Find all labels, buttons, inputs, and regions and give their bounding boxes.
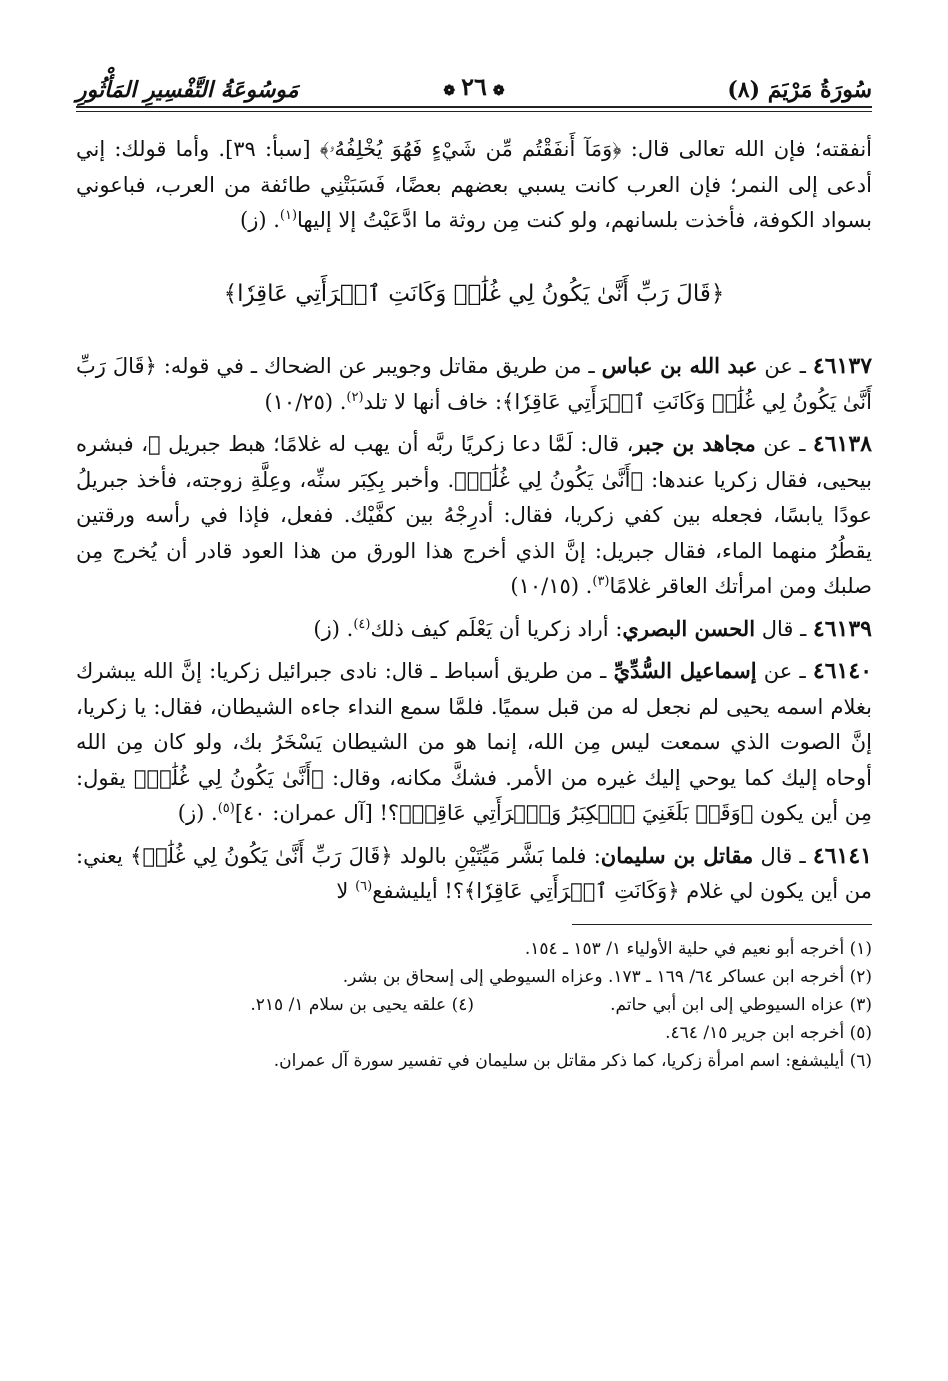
entry-number: ٤٦١٣٧: [812, 353, 873, 379]
narrator-name: مجاهد بن جبر: [633, 431, 756, 456]
hadith-entry: ٤٦١٣٨ ـ عن مجاهد بن جبر، قال: لَمَّا دعا زكريًا ربَّه أن يهب له غلامًا؛ هبط جبريل ﷺ، فبشره بيحيى، فقال زكريا عندها: ﴿أَنَّىٰ يَكُونُ لِي غُلَٰمٞ﴾. وأخبر بِكِبَر سنِّه، وعِلَّةِ زوجته، فأخذ جبريلُ عودًا يابسًا، فجعله بين كفي زكريا، فقال: أدرِجْهُ بين كفَّيْك. ففعل، فإذا في رأسه ورقتين يقطُرُ منهما الماء، فقال جبريل: إنَّ الذي أخرج هذا الورق من هذا العود قادر أن يُخرج مِن صلبك ومن امرأتك العاقر غلامًا$^{(٣)}$. (١٠/١٥): [76, 431, 872, 598]
narrator-name: إسماعيل السُّدِّيِّ: [613, 658, 757, 683]
footnote: (٣) عزاه السيوطي إلى ابن أبي حاتم.: [610, 994, 872, 1015]
footnote: (٦) أيليشفع: اسم امرأة زكريا، كما ذكر مقاتل بن سليمان في تفسير سورة آل عمران.: [273, 1050, 872, 1071]
footnote-ref: (٣): [592, 574, 610, 589]
main-text: [76, 132, 872, 910]
page-header: [76, 70, 872, 110]
footnotes: [76, 935, 872, 1075]
footnote-ref: (٦): [355, 879, 373, 894]
surah-name: سُورَةُ مَرْيَمَ: [767, 77, 872, 103]
footnote: (١) أخرجه أبو نعيم في حلية الأولياء ١/ ١٥٣ ـ ١٥٤.: [524, 938, 872, 959]
ornament-icon: ❁: [492, 83, 505, 99]
hadith-entry: ٤٦١٣٩ ـ قال الحسن البصري: أراد زكريا أن يَعْلَم كيف ذلك$^{(٤)}$. (ز): [313, 615, 872, 642]
hadith-entry: ٤٦١٤١ ـ قال مقاتل بن سليمان: فلما بَشَّر مَيِّتَيْنِ بالولد ﴿قَالَ رَبِّ أَنَّىٰ يَكُونُ لِي غُلَٰمٞ﴾ يعني: من أين يكون لي غلام ﴿وَكَانَتِ ٱمۡرَأَتِي عَاقِرٗا﴾؟! أيليشفع$^{(٦)}$ لا: [76, 842, 872, 903]
footnote: (٥) أخرجه ابن جرير ١٥/ ٤٦٤.: [665, 1022, 872, 1043]
footnote: (٢) أخرجه ابن عساكر ٦٤/ ١٦٩ ـ ١٧٣. وعزاه السيوطي إلى إسحاق بن بشر.: [342, 966, 872, 987]
hadith-entry: ٤٦١٣٧ ـ عن عبد الله بن عباس ـ من طريق مقاتل وجويبر عن الضحاك ـ في قوله: ﴿قَالَ رَبِّ أَنَّىٰ يَكُونُ لِي غُلَٰمٞ وَكَانَتِ ٱمۡرَأَتِي عَاقِرٗا﴾: خاف أنها لا تلد$^{(٢)}$. (١٠/٢٥): [76, 353, 873, 414]
footnote-separator: [572, 924, 872, 925]
ornament-icon: ❁: [443, 83, 456, 99]
header-rule-thin: [76, 111, 872, 112]
hadith-entry: ٤٦١٤٠ ـ عن إسماعيل السُّدِّيِّ ـ من طريق أسباط ـ قال: نادى جبرائيل زكريا: إنَّ الله يبشرك بغلام اسمه يحيى لم نجعل له من قبل سميًا. فلمَّا سمع النداء جاءه الشيطان، فقال: يا زكريا، إنَّ الصوت الذي سمعت ليس مِن الله، إنما هو من الشيطان يَسْخَرُ بك، ولو كان مِن الله أوحاه إليك كما يوحي إليك غيره من الأمر. فشكَّ مكانه، وقال: ﴿أَنَّىٰ يَكُونُ لِي غُلَٰمٞ﴾ يقول: مِن أين يكون ﴿وَقَدۡ بَلَغَنِيَ ٱلۡكِبَرُ وَٱمۡرَأَتِي عَاقِرٞ﴾؟! [آل عمران: ٤٠]$^{(٥)}$. (ز): [76, 658, 873, 825]
book-title: مَوسُوعَةُ التَّفْسِيرِ المَأْثُورِ: [76, 77, 299, 103]
entry-number: ٤٦١٤١: [812, 842, 872, 869]
header-rule: [76, 106, 872, 108]
narrator-name: مقاتل بن سليمان: [600, 842, 754, 868]
footnote-ref: (١): [279, 208, 298, 223]
verse-heading: ﴿قَالَ رَبِّ أَنَّىٰ يَكُونُ لِي غُلَٰمٞ وَكَانَتِ ٱمۡرَأَتِي عَاقِرٗا﴾: [223, 280, 725, 307]
footnote-ref: (٤): [353, 616, 371, 632]
entry-number: ٤٦١٣٨: [812, 431, 872, 457]
footnote-ref: (٢): [346, 389, 364, 405]
footnote-row: [76, 991, 872, 1019]
surah-header: [727, 77, 872, 103]
footnote: (٤) علقه يحيى بن سلام ١/ ٢١٥.: [250, 994, 474, 1015]
intro-paragraph: أنفقته؛ فإن الله تعالى قال: ﴿وَمَآ أَنفَقْتُم مِّن شَيْءٍ فَهُوَ يُخْلِفُهُۥ﴾ [سبأ: ٣٩]. وأما قولك: إني أدعى إلى النمر؛ فإن العرب كانت يسبي بعضهم بعضًا، فَسَبَتْنِي طائفة من العرب، فباعوني بسواد الكوفة، فأخذت بلسانهم، ولو كنت مِن روثة ما ادَّعَيْتُ إلا إليها$^{(١)}$. (ز): [76, 137, 872, 232]
entry-number: ٤٦١٤٠: [812, 658, 873, 684]
surah-verse-ref: (٨): [727, 77, 761, 103]
entry-number: ٤٦١٣٩: [812, 615, 872, 642]
narrator-name: الحسن البصري: [622, 615, 756, 641]
footnote-ref: (٥): [217, 801, 235, 816]
narrator-name: عبد الله بن عباس: [601, 353, 758, 378]
page-number: ❁٢٦❁: [427, 72, 520, 101]
